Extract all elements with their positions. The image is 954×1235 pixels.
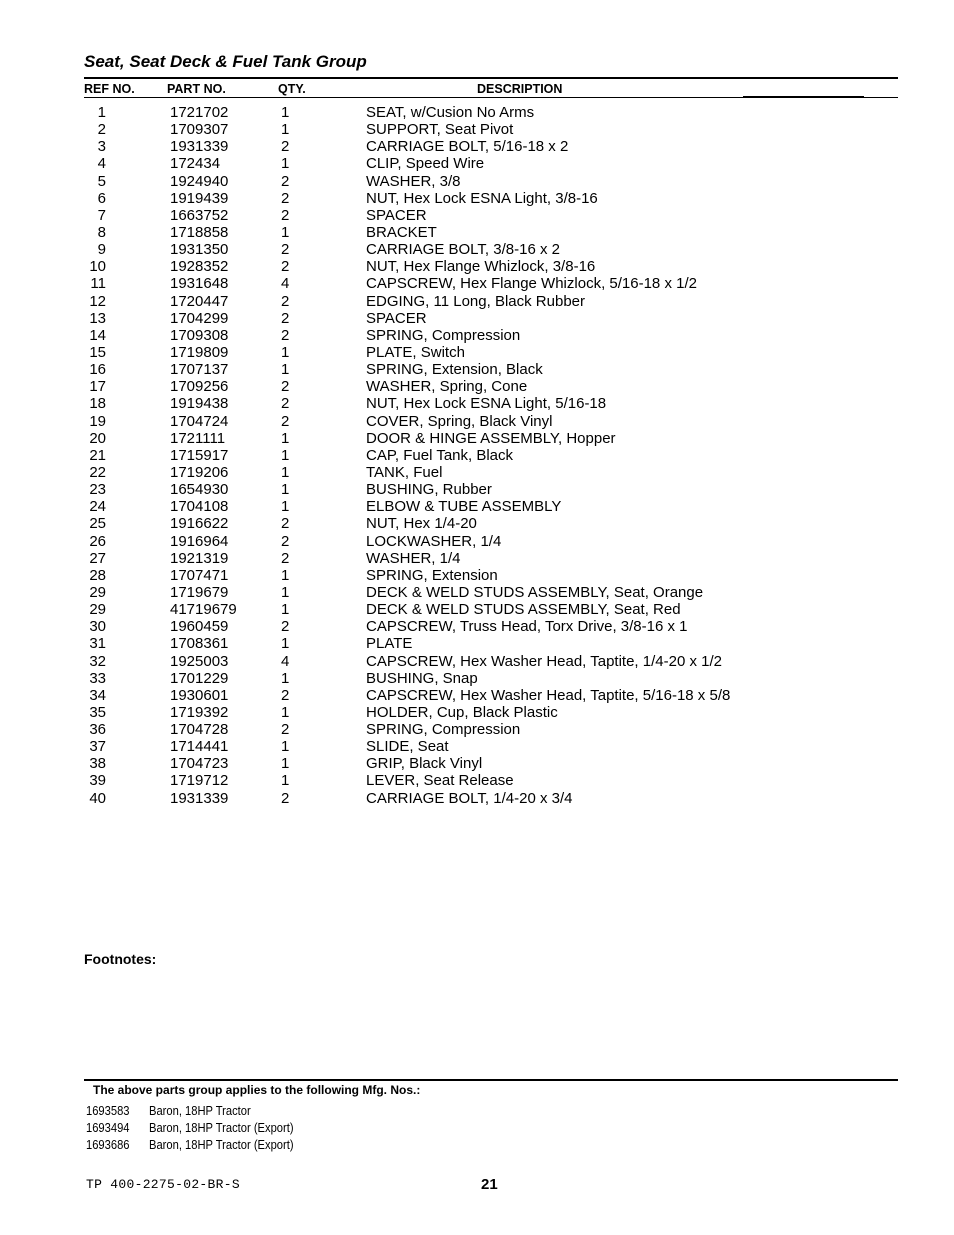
table-row xyxy=(0,155,954,172)
part-no-cell: 1924940 xyxy=(170,172,229,190)
ref-no-cell: 23 xyxy=(89,481,106,499)
description-cell: SPACER xyxy=(366,309,427,327)
table-row xyxy=(0,601,954,618)
qty-cell: 1 xyxy=(281,601,290,619)
part-no-cell: 1704728 xyxy=(170,721,229,739)
description-cell: CAP, Fuel Tank, Black xyxy=(366,446,514,464)
part-no-cell: 1707471 xyxy=(170,566,229,584)
qty-cell: 2 xyxy=(281,241,290,259)
description-cell: NUT, Hex 1/4-20 xyxy=(366,515,477,533)
qty-cell: 2 xyxy=(281,721,290,739)
part-no-cell: 1709307 xyxy=(170,121,229,139)
table-row xyxy=(0,293,954,310)
part-no-cell: 1931350 xyxy=(170,241,229,259)
table-row xyxy=(0,670,954,687)
table-row xyxy=(0,687,954,704)
ref-no-cell: 29 xyxy=(89,601,106,619)
qty-cell: 2 xyxy=(281,378,290,396)
ref-no-cell: 27 xyxy=(89,549,106,567)
description-cell: PLATE, Switch xyxy=(366,343,465,361)
description-cell: LEVER, Seat Release xyxy=(366,772,514,790)
table-row xyxy=(0,344,954,361)
part-no-cell: 1930601 xyxy=(170,686,229,704)
table-row xyxy=(0,190,954,207)
description-cell: SPRING, Compression xyxy=(366,721,521,739)
table-row xyxy=(0,533,954,550)
table-row xyxy=(0,790,954,807)
table-row xyxy=(0,772,954,789)
qty-cell: 1 xyxy=(281,361,290,379)
ref-no-cell: 20 xyxy=(89,429,106,447)
ref-no-cell: 7 xyxy=(97,206,106,224)
ref-no-cell: 25 xyxy=(89,515,106,533)
table-row xyxy=(0,361,954,378)
document-id: TP 400-2275-02-BR-S xyxy=(86,1177,240,1192)
part-no-cell: 1916964 xyxy=(170,532,229,550)
part-no-cell: 1960459 xyxy=(170,618,229,636)
qty-cell: 2 xyxy=(281,532,290,550)
part-no-cell: 1719809 xyxy=(170,343,229,361)
ref-no-cell: 2 xyxy=(97,121,106,139)
applies-rule xyxy=(84,1079,898,1081)
table-row xyxy=(0,395,954,412)
part-no-cell: 1701229 xyxy=(170,669,229,687)
table-row xyxy=(0,138,954,155)
qty-cell: 1 xyxy=(281,635,290,653)
description-cell: CARRIAGE BOLT, 1/4-20 x 3/4 xyxy=(366,789,573,807)
table-row xyxy=(0,567,954,584)
part-no-cell: 41719679 xyxy=(170,601,237,619)
part-no-cell: 1714441 xyxy=(170,738,229,756)
ref-no-cell: 4 xyxy=(97,155,106,173)
ref-no-cell: 11 xyxy=(90,275,106,293)
part-no-cell: 1707137 xyxy=(170,361,229,379)
ref-no-cell: 38 xyxy=(89,755,106,773)
qty-cell: 1 xyxy=(281,446,290,464)
ref-no-cell: 17 xyxy=(89,378,106,396)
description-cell: DECK & WELD STUDS ASSEMBLY, Seat, Orange xyxy=(366,583,704,601)
description-cell: LOCKWASHER, 1/4 xyxy=(366,532,502,550)
part-no-cell: 172434 xyxy=(170,155,221,173)
qty-cell: 1 xyxy=(281,755,290,773)
ref-no-cell: 29 xyxy=(89,583,106,601)
ref-no-cell: 34 xyxy=(89,686,106,704)
page-number: 21 xyxy=(481,1176,498,1193)
part-no-cell: 1921319 xyxy=(170,549,229,567)
ref-no-cell: 24 xyxy=(89,498,106,516)
ref-no-cell: 10 xyxy=(89,258,106,276)
ref-no-cell: 39 xyxy=(89,772,106,790)
ref-no-cell: 16 xyxy=(89,361,106,379)
part-no-cell: 1928352 xyxy=(170,258,229,276)
ref-no-cell: 30 xyxy=(89,618,106,636)
part-no-cell: 1708361 xyxy=(170,635,229,653)
table-row xyxy=(0,653,954,670)
title-rule xyxy=(84,77,898,79)
table-row xyxy=(0,258,954,275)
mfg-numbers-list xyxy=(86,1102,486,1153)
ref-no-cell: 15 xyxy=(89,343,106,361)
description-cell: CAPSCREW, Hex Washer Head, Taptite, 1/4-20 x 1/2 xyxy=(366,652,722,670)
ref-no-cell: 22 xyxy=(89,463,106,481)
part-no-cell: 1916622 xyxy=(170,515,229,533)
table-row xyxy=(0,241,954,258)
description-cell: WASHER, Spring, Cone xyxy=(366,378,528,396)
part-no-cell: 1919438 xyxy=(170,395,229,413)
table-row xyxy=(0,207,954,224)
qty-cell: 2 xyxy=(281,789,290,807)
mfg-number: 1693686 xyxy=(86,1137,130,1152)
part-no-cell: 1721702 xyxy=(170,104,229,121)
qty-cell: 1 xyxy=(281,155,290,173)
ref-no-cell: 31 xyxy=(89,635,106,653)
qty-cell: 2 xyxy=(281,258,290,276)
qty-cell: 1 xyxy=(281,429,290,447)
description-cell: DECK & WELD STUDS ASSEMBLY, Seat, Red xyxy=(366,601,681,619)
part-no-cell: 1719679 xyxy=(170,583,229,601)
part-no-cell: 1931339 xyxy=(170,138,229,156)
qty-cell: 2 xyxy=(281,172,290,190)
table-row xyxy=(0,635,954,652)
description-cell: NUT, Hex Lock ESNA Light, 5/16-18 xyxy=(366,395,607,413)
table-row xyxy=(0,173,954,190)
description-cell: SEAT, w/Cusion No Arms xyxy=(366,104,535,121)
list-item xyxy=(86,1136,486,1153)
header-ref-no: REF NO. xyxy=(84,82,135,96)
qty-cell: 1 xyxy=(281,498,290,516)
ref-no-cell: 13 xyxy=(89,309,106,327)
table-row xyxy=(0,755,954,772)
description-cell: BUSHING, Snap xyxy=(366,669,478,687)
table-row xyxy=(0,327,954,344)
description-cell: WASHER, 3/8 xyxy=(366,172,461,190)
table-row xyxy=(0,498,954,515)
qty-cell: 2 xyxy=(281,138,290,156)
part-no-cell: 1925003 xyxy=(170,652,229,670)
list-item xyxy=(86,1102,486,1119)
applies-heading: The above parts group applies to the following Mfg. Nos.: xyxy=(93,1083,421,1097)
description-cell: COVER, Spring, Black Vinyl xyxy=(366,412,553,430)
page-title: Seat, Seat Deck & Fuel Tank Group xyxy=(84,52,367,71)
ref-no-cell: 32 xyxy=(89,652,106,670)
ref-no-cell: 12 xyxy=(89,292,106,310)
table-row xyxy=(0,430,954,447)
qty-cell: 1 xyxy=(281,669,290,687)
part-no-cell: 1654930 xyxy=(170,481,229,499)
part-no-cell: 1704299 xyxy=(170,309,229,327)
ref-no-cell: 19 xyxy=(89,412,106,430)
description-cell: CARRIAGE BOLT, 3/8-16 x 2 xyxy=(366,241,560,259)
table-row xyxy=(0,584,954,601)
description-cell: EDGING, 11 Long, Black Rubber xyxy=(366,292,585,310)
description-cell: PLATE xyxy=(366,635,413,653)
qty-cell: 2 xyxy=(281,292,290,310)
qty-cell: 1 xyxy=(281,104,290,121)
description-cell: SUPPORT, Seat Pivot xyxy=(366,121,514,139)
description-cell: BRACKET xyxy=(366,223,437,241)
table-row xyxy=(0,738,954,755)
description-cell: CAPSCREW, Truss Head, Torx Drive, 3/8-16 x 1 xyxy=(366,618,688,636)
part-no-cell: 1663752 xyxy=(170,206,229,224)
table-row xyxy=(0,275,954,292)
qty-cell: 1 xyxy=(281,583,290,601)
part-no-cell: 1931648 xyxy=(170,275,229,293)
part-no-cell: 1719206 xyxy=(170,463,229,481)
header-rule xyxy=(84,97,898,98)
part-no-cell: 1721111 xyxy=(170,429,226,447)
qty-cell: 2 xyxy=(281,395,290,413)
ref-no-cell: 18 xyxy=(89,395,106,413)
description-cell: NUT, Hex Lock ESNA Light, 3/8-16 xyxy=(366,189,598,207)
description-cell: TANK, Fuel xyxy=(366,463,443,481)
part-no-cell: 1718858 xyxy=(170,223,229,241)
qty-cell: 2 xyxy=(281,686,290,704)
description-cell: GRIP, Black Vinyl xyxy=(366,755,483,773)
footnotes-label: Footnotes: xyxy=(84,951,157,967)
ref-no-cell: 6 xyxy=(97,189,106,207)
description-cell: SPACER xyxy=(366,206,427,224)
table-row xyxy=(0,704,954,721)
qty-cell: 2 xyxy=(281,515,290,533)
qty-cell: 1 xyxy=(281,481,290,499)
mfg-number: 1693583 xyxy=(86,1103,130,1118)
qty-cell: 1 xyxy=(281,121,290,139)
table-row xyxy=(0,618,954,635)
part-no-cell: 1919439 xyxy=(170,189,229,207)
ref-no-cell: 26 xyxy=(89,532,106,550)
part-no-cell: 1709256 xyxy=(170,378,229,396)
table-row xyxy=(0,413,954,430)
description-cell: ELBOW & TUBE ASSEMBLY xyxy=(366,498,562,516)
qty-cell: 2 xyxy=(281,206,290,224)
qty-cell: 1 xyxy=(281,738,290,756)
part-no-cell: 1715917 xyxy=(170,446,229,464)
mfg-model-name: Baron, 18HP Tractor (Export) xyxy=(149,1137,294,1152)
description-cell: SLIDE, Seat xyxy=(366,738,449,756)
table-row xyxy=(0,550,954,567)
description-cell: CAPSCREW, Hex Washer Head, Taptite, 5/16-18 x 5/8 xyxy=(366,686,731,704)
part-no-cell: 1719392 xyxy=(170,703,229,721)
description-cell: CLIP, Speed Wire xyxy=(366,155,485,173)
description-cell: NUT, Hex Flange Whizlock, 3/8-16 xyxy=(366,258,596,276)
qty-cell: 2 xyxy=(281,326,290,344)
part-no-cell: 1719712 xyxy=(170,772,229,790)
description-cell: CAPSCREW, Hex Flange Whizlock, 5/16-18 x 1/2 xyxy=(366,275,697,293)
table-row xyxy=(0,310,954,327)
qty-cell: 2 xyxy=(281,412,290,430)
ref-no-cell: 35 xyxy=(89,703,106,721)
part-no-cell: 1931339 xyxy=(170,789,229,807)
part-no-cell: 1704723 xyxy=(170,755,229,773)
ref-no-cell: 28 xyxy=(89,566,106,584)
qty-cell: 2 xyxy=(281,618,290,636)
qty-cell: 4 xyxy=(281,652,290,670)
description-cell: CARRIAGE BOLT, 5/16-18 x 2 xyxy=(366,138,569,156)
qty-cell: 1 xyxy=(281,463,290,481)
part-no-cell: 1709308 xyxy=(170,326,229,344)
ref-no-cell: 5 xyxy=(97,172,106,190)
qty-cell: 1 xyxy=(281,772,290,790)
ref-no-cell: 9 xyxy=(97,241,106,259)
ref-no-cell: 8 xyxy=(97,223,106,241)
part-no-cell: 1704108 xyxy=(170,498,229,516)
ref-no-cell: 33 xyxy=(89,669,106,687)
qty-cell: 1 xyxy=(281,703,290,721)
table-row xyxy=(0,481,954,498)
header-part-no: PART NO. xyxy=(167,82,226,96)
header-description: DESCRIPTION xyxy=(477,82,563,96)
description-cell: SPRING, Compression xyxy=(366,326,521,344)
mfg-number: 1693494 xyxy=(86,1120,130,1135)
table-row xyxy=(0,447,954,464)
ref-no-cell: 1 xyxy=(97,104,106,121)
table-row xyxy=(0,721,954,738)
qty-cell: 1 xyxy=(281,223,290,241)
description-cell: BUSHING, Rubber xyxy=(366,481,492,499)
header-qty: QTY. xyxy=(278,82,306,96)
table-row xyxy=(0,378,954,395)
description-cell: HOLDER, Cup, Black Plastic xyxy=(366,703,558,721)
table-row xyxy=(0,104,954,121)
part-no-cell: 1704724 xyxy=(170,412,229,430)
table-row xyxy=(0,464,954,481)
ref-no-cell: 36 xyxy=(89,721,106,739)
qty-cell: 1 xyxy=(281,343,290,361)
description-cell: SPRING, Extension xyxy=(366,566,498,584)
description-cell: DOOR & HINGE ASSEMBLY, Hopper xyxy=(366,429,616,447)
header-rule-accent xyxy=(743,96,864,97)
parts-table xyxy=(0,104,954,807)
description-cell: WASHER, 1/4 xyxy=(366,549,461,567)
ref-no-cell: 40 xyxy=(89,789,106,807)
qty-cell: 2 xyxy=(281,549,290,567)
ref-no-cell: 21 xyxy=(89,446,106,464)
mfg-model-name: Baron, 18HP Tractor (Export) xyxy=(149,1120,294,1135)
ref-no-cell: 37 xyxy=(89,738,106,756)
table-row xyxy=(0,121,954,138)
part-no-cell: 1720447 xyxy=(170,292,229,310)
qty-cell: 1 xyxy=(281,566,290,584)
list-item xyxy=(86,1119,486,1136)
ref-no-cell: 3 xyxy=(97,138,106,156)
qty-cell: 2 xyxy=(281,189,290,207)
table-row xyxy=(0,224,954,241)
ref-no-cell: 14 xyxy=(89,326,106,344)
description-cell: SPRING, Extension, Black xyxy=(366,361,543,379)
qty-cell: 2 xyxy=(281,309,290,327)
qty-cell: 4 xyxy=(281,275,290,293)
table-row xyxy=(0,515,954,532)
mfg-model-name: Baron, 18HP Tractor xyxy=(149,1103,251,1118)
